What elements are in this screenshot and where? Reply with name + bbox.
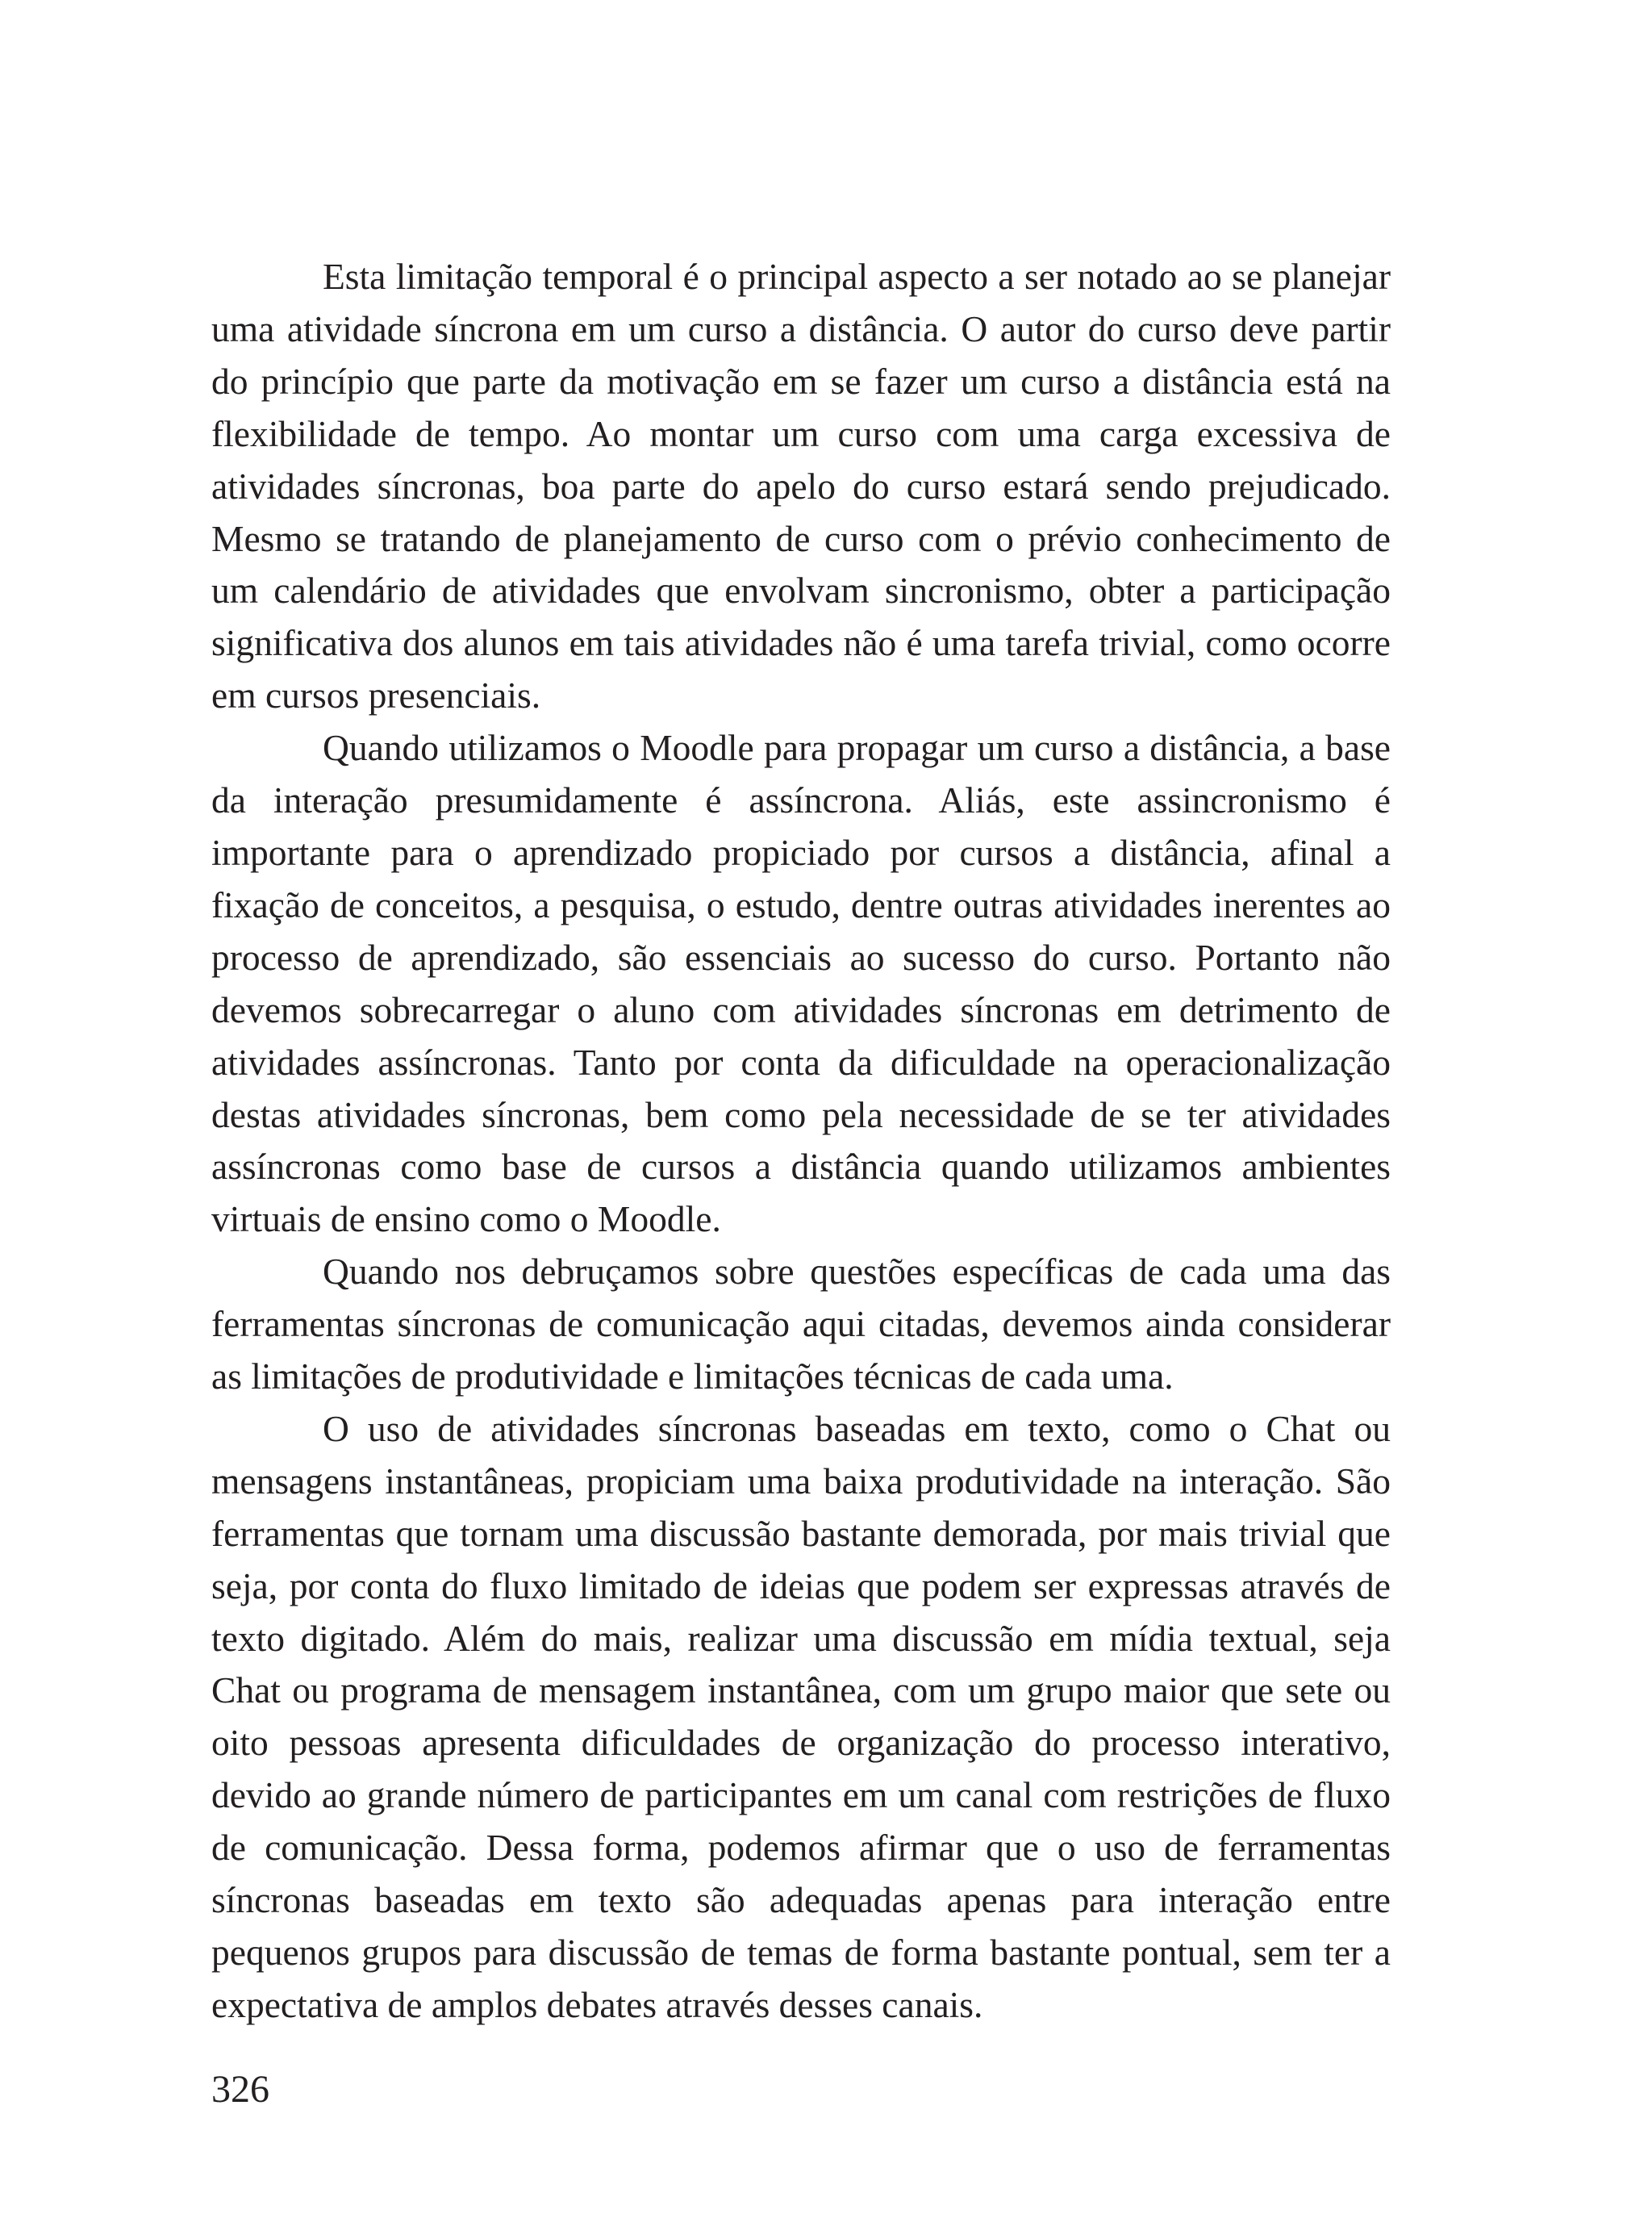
paragraph-4: O uso de atividades síncronas baseadas em texto, como o Chat ou mensagens instantâneas, propiciam uma baixa produtividade na interação. São ferramentas que tornam uma discussão bastante demorada, por mais trivial que seja, por conta do fluxo limitado de ideias que podem ser expressas através de texto digitado. Além do mais, realizar uma discussão em mídia textual, seja Chat ou programa de mensagem instantânea, com um grupo maior que sete ou oito pessoas apresenta dificuldades de organização do processo interativo, devido ao grande número de participantes em um canal com restrições de fluxo de comunicação. Dessa forma, podemos afirmar que o uso de ferramentas síncronas baseadas em texto são adequadas apenas para interação entre pequenos grupos para discussão de temas de forma bastante pontual, sem ter a expectativa de amplos debates através desses canais. [211, 1407, 1391, 2025]
paragraph-2: Quando utilizamos o Moodle para propagar um curso a distância, a base da interação presumidamente é assíncrona. Aliás, este assincronismo é importante para o aprendizado propiciado por cursos a distância, afinal a fixação de conceitos, a pesquisa, o estudo, dentre outras atividades inerentes ao processo de aprendizado, são essenciais ao sucesso do curso. Portanto não devemos sobrecarregar o aluno com atividades síncronas em detrimento de atividades assíncronas. Tanto por conta da dificuldade na operacionalização destas atividades síncronas, bem como pela necessidade de se ter atividades assíncronas como base de cursos a distância quando utilizamos ambientes virtuais de ensino como o Moodle. [211, 727, 1391, 1240]
page-number: 326 [211, 2068, 269, 2111]
paragraph-3: Quando nos debruçamos sobre questões específicas de cada uma das ferramentas síncronas de comunicação aqui citadas, devemos ainda considerar as limitações de produtividade e limitações técnicas de cada uma. [211, 1251, 1391, 1397]
paragraph-1: Esta limitação temporal é o principal aspecto a ser notado ao se planejar uma atividade síncrona em um curso a distância. O autor do curso deve partir do princípio que parte da motivação em se fazer um curso a distância está na flexibilidade de tempo. Ao montar um curso com uma carga excessiva de atividades síncronas, boa parte do apelo do curso estará sendo prejudicado. Mesmo se tratando de planejamento de curso com o prévio conhecimento de um calendário de atividades que envolvam sincronismo, obter a participação significativa dos alunos em tais atividades não é uma tarefa trivial, como ocorre em cursos presenciais. [211, 256, 1391, 716]
body-text [211, 251, 1391, 2032]
